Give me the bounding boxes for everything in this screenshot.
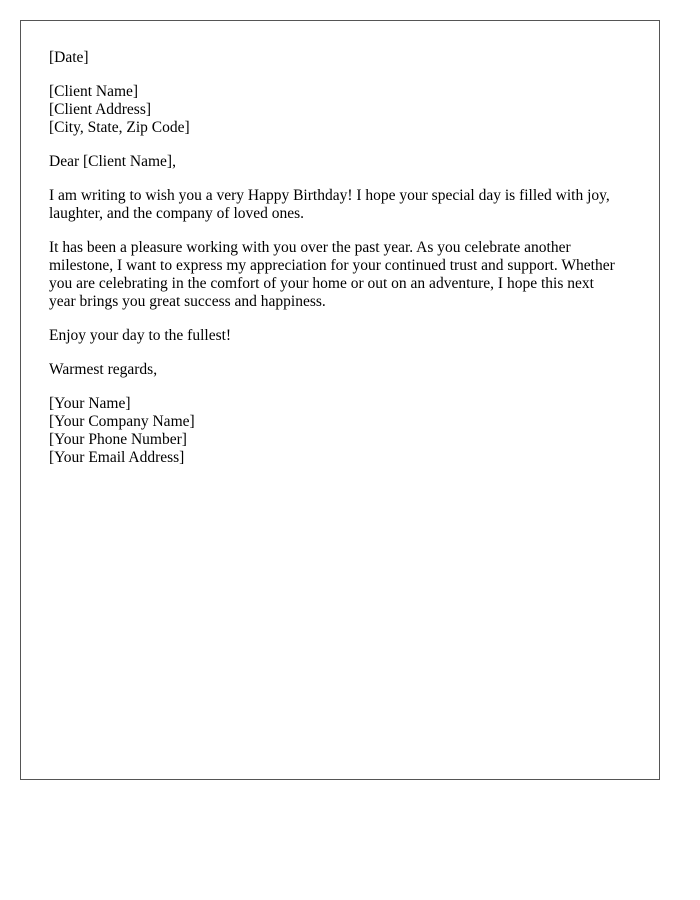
body-paragraph-2 bbox=[49, 239, 631, 311]
recipient-name: [Client Name] bbox=[49, 83, 139, 100]
recipient-address: [Client Address] bbox=[49, 101, 152, 118]
paragraph-line: It has been a pleasure working with you over the past year. As you celebrate another bbox=[49, 239, 571, 256]
closing bbox=[49, 361, 631, 379]
body-paragraph-1 bbox=[49, 187, 631, 223]
recipient-city-state-zip: [City, State, Zip Code] bbox=[49, 119, 190, 136]
sender-phone: [Your Phone Number] bbox=[49, 431, 187, 448]
paragraph-line: year brings you great success and happiness. bbox=[49, 293, 326, 310]
paragraph-line: I am writing to wish you a very Happy Birthday! I hope your special day is filled with joy, bbox=[49, 187, 610, 204]
sender-signature-block bbox=[49, 395, 631, 467]
letter-date bbox=[49, 49, 631, 67]
paragraph-line: Enjoy your day to the fullest! bbox=[49, 327, 232, 344]
salutation-text: Dear [Client Name], bbox=[49, 153, 176, 170]
sender-company: [Your Company Name] bbox=[49, 413, 195, 430]
paragraph-line: milestone, I want to express my appreciation for your continued trust and support. Whether bbox=[49, 257, 615, 274]
recipient-address-block bbox=[49, 83, 631, 137]
body-paragraph-3 bbox=[49, 327, 631, 345]
closing-text: Warmest regards, bbox=[49, 361, 158, 378]
sender-email: [Your Email Address] bbox=[49, 449, 185, 466]
sender-name: [Your Name] bbox=[49, 395, 131, 412]
salutation bbox=[49, 153, 631, 171]
date-text: [Date] bbox=[49, 49, 89, 66]
paragraph-line: you are celebrating in the comfort of your home or out on an adventure, I hope this next bbox=[49, 275, 594, 292]
letter-page bbox=[20, 20, 660, 780]
paragraph-line: laughter, and the company of loved ones. bbox=[49, 205, 305, 222]
